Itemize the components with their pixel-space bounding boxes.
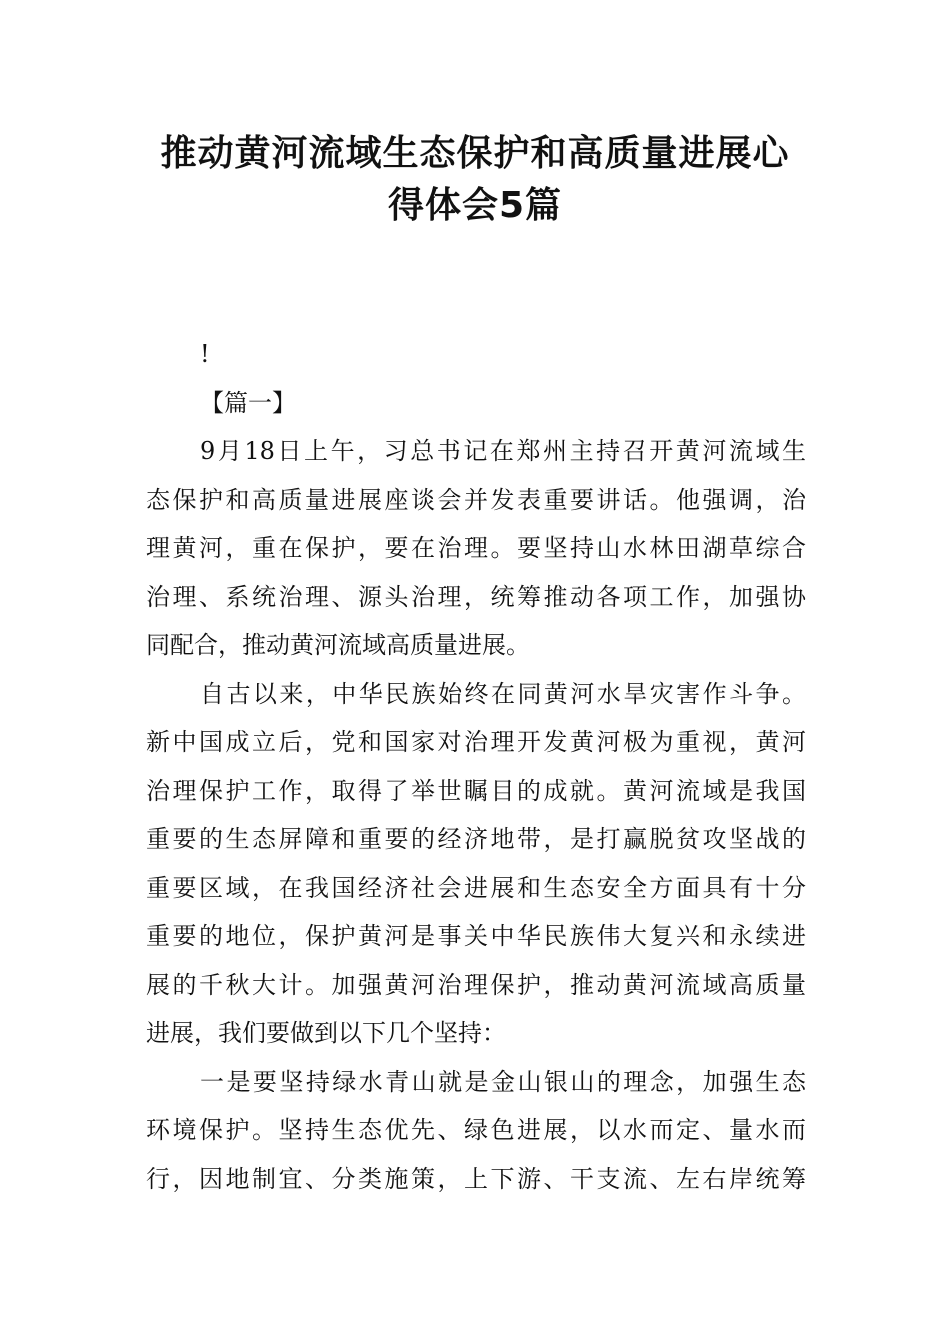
document-body — [146, 330, 806, 1203]
paragraph-line: 重要区域，在我国经济社会进展和生态安全方面具有十分 — [146, 873, 806, 902]
paragraph-line: 9月18日上午，习总书记在郑州主持召开黄河流域生 — [200, 437, 806, 465]
paragraph-line: 理黄河，重在保护，要在治理。要坚持山水林田湖草综合 — [146, 534, 806, 562]
paragraph-3 — [146, 1058, 806, 1204]
document-title — [120, 128, 830, 232]
paragraph-line: 环境保护。坚持生态优先、绿色进展，以水而定、量水而 — [146, 1116, 806, 1144]
paragraph-line: 态保护和高质量进展座谈会并发表重要讲话。他强调，治 — [146, 485, 806, 514]
paragraph-line: 一是要坚持绿水青山就是金山银山的理念，加强生态 — [200, 1067, 806, 1096]
paragraph-line: 同配合，推动黄河流域高质量进展。 — [146, 631, 530, 659]
section-heading: 【篇一】 — [200, 388, 296, 417]
paragraph-line: 自古以来，中华民族始终在同黄河水旱灾害作斗争。 — [200, 679, 806, 708]
paragraph-line: 治理、系统治理、源头治理，统筹推动各项工作，加强协 — [146, 582, 806, 611]
paragraph-line: 新中国成立后，党和国家对治理开发黄河极为重视，黄河 — [146, 728, 806, 756]
paragraph-2 — [146, 670, 806, 1058]
paragraph-line: 治理保护工作，取得了举世瞩目的成就。黄河流域是我国 — [146, 776, 806, 805]
paragraph-line: 行，因地制宜、分类施策，上下游、干支流、左右岸统筹 — [146, 1164, 806, 1193]
paragraph-line: 展的千秋大计。加强黄河治理保护，推动黄河流域高质量 — [146, 970, 806, 999]
title-line-1: 推动黄河流域生态保护和高质量进展心 — [160, 133, 790, 174]
paragraph-line: 重要的生态屏障和重要的经济地带，是打赢脱贫攻坚战的 — [146, 825, 806, 853]
paragraph-line: 重要的地位，保护黄河是事关中华民族伟大复兴和永续进 — [146, 922, 806, 950]
title-line-2: 得体会5篇 — [387, 185, 563, 226]
exclamation-mark: ! — [200, 340, 210, 368]
paragraph-1 — [146, 427, 806, 670]
paragraph-line: 进展，我们要做到以下几个坚持： — [146, 1019, 506, 1047]
